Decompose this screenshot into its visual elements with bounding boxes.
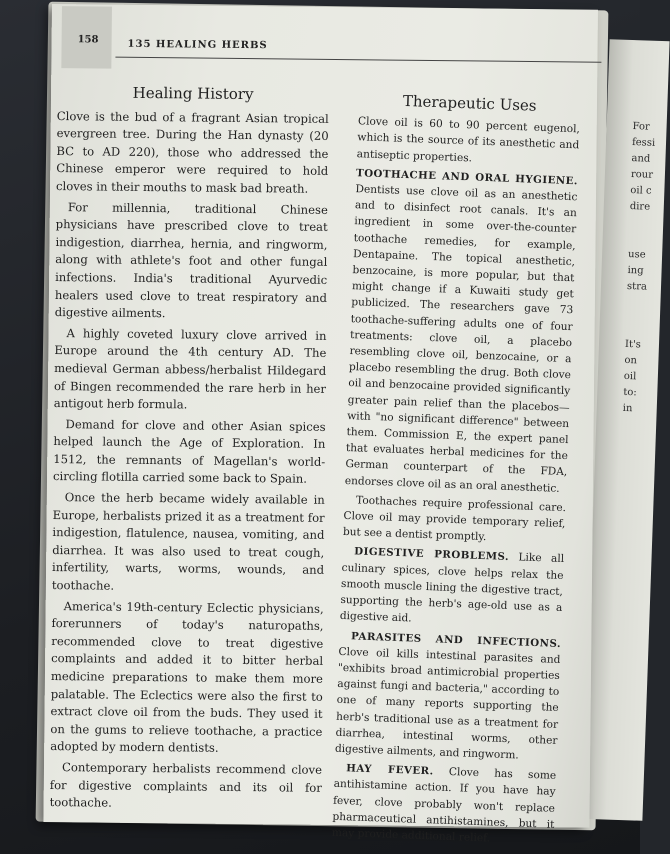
section-title-therapeutic-uses: Therapeutic Uses <box>402 91 537 115</box>
subsection-text: Clove oil kills intestinal parasites and "exhibits broad antimicrobial properties against fungi and bacteria," according to one of many reports supporting the herb's traditional use as a treatment for diarrhea, intestinal worms, other digestive ailments, and ringworm. <box>334 645 561 762</box>
facing-page-fragment: stra <box>626 280 648 293</box>
subsection-text: Toothaches require professional care. Clove oil may provide temporary relief, but see a dentist promptly. <box>342 494 567 544</box>
subsection-parasites <box>335 627 562 765</box>
paragraph: Contemporary herbalists recommend clove for digestive complaints and its oil for toothache. <box>49 760 323 810</box>
book-page <box>43 4 598 845</box>
subsection-hay-fever <box>332 760 557 849</box>
subsection-heading: HAY FEVER. <box>346 762 434 778</box>
facing-page-fragment: in <box>622 402 633 415</box>
facing-page-fragment: to: <box>623 386 637 399</box>
section-title-healing-history: Healing History <box>132 83 254 104</box>
facing-page-fragment: on <box>624 354 638 367</box>
page-number: 158 <box>77 34 99 46</box>
facing-page-fragment: oil c <box>630 185 652 197</box>
header-rule <box>115 57 601 63</box>
subsection-text: Like all culinary spices, clove helps relax the smooth muscle lining the digestive tract, supporting the herb's age-old use as a digestive aid. <box>339 551 565 625</box>
running-title: 135 HEALING HERBS <box>127 38 268 52</box>
therapeutic-uses-column <box>332 91 581 852</box>
paragraph: Clove oil is 60 to 90 percent eugenol, which is the source of its anesthetic and antiseptic properties. <box>356 115 581 165</box>
facing-page-fragment: For <box>632 121 650 133</box>
paragraph: Once the herb became widely available in Europe, herbalists prized it as a treatment for indigestion, flatulence, nausea, vomiting, and diarrhea. It was also used to treat cough, infertility, warts, worms, wounds, and toothache. <box>51 490 325 593</box>
paragraph: Demand for clove and other Asian spices helped launch the Age of Exploration. In 1512, the remnants of Magellan's world-circling flotilla carried some back to Spain. <box>52 416 326 487</box>
facing-page-fragment: oil <box>623 370 637 383</box>
subsection-digestive <box>340 543 565 632</box>
facing-page-fragment: rour <box>630 169 654 181</box>
facing-page-fragment: ing <box>627 264 644 277</box>
facing-page-fragment: use <box>627 248 646 261</box>
facing-page-fragment: dire <box>629 200 651 213</box>
subsection-toothache <box>345 165 579 497</box>
subsection-text: Clove has some antihistamine action. If you have hay fever, clove probably won't replace pharmaceutical antihistamines, but it may provide additional relief. <box>331 766 557 845</box>
paragraph: America's 19th-century Eclectic physicians, forerunners of today's naturopaths, recommended clove to treat digestive complaints and added it to bitter herbal medicine preparations to make them more palatable. The Eclectics were also the first to extract clove oil from the buds. They used it on the gums to relieve toothache, a practice adopted by modern dentists. <box>50 598 324 756</box>
paragraph: Clove is the bud of a fragrant Asian tropical evergreen tree. During the Han dynasty (20 BC to AD 220), those who addressed the Chinese emperor were required to hold cloves in their mouths to mask bad breath. <box>56 108 329 196</box>
subsection-text: Dentists use clove oil as an anesthetic and to disinfect root canals. It's an ingredient in some over-the-counter toothache remedies, for example, Dentapaine. The topical anesthetic, benzocaine, is more popular, but that might change if a Kuwaiti study get publicized. The researchers gave 73 toothache-suffering adults one of four treatments: clove oil, a placebo resembling clove oil, benzocaine, or a placebo resembling the drug. Both clove oil and benzocaine provided significantly greater pain relief than the placebos—with "no significant difference" between them. Commission E, the expert panel that evaluates herbal medicines for the German counterpart of the FDA, endorses clove oil as an oral anesthetic. <box>344 183 578 495</box>
subsection-heading: TOOTHACHE AND ORAL HYGIENE. <box>355 166 579 188</box>
paragraph <box>343 492 567 549</box>
healing-history-column <box>50 84 330 818</box>
facing-page-fragment: fessi <box>631 137 656 149</box>
facing-page-fragment: and <box>631 153 651 165</box>
paragraph: A highly coveted luxury clove arrived in Europe around the 4th century AD. The medieval German abbess/herbalist Hildegard of Bingen recommended the rare herb in her antigout herb formula. <box>53 325 327 412</box>
paragraph: For millennia, traditional Chinese physicians have prescribed clove to treat indigestion, diarrhea, hernia, and ringworm, along with athlete's foot and other fungal infections. India's traditional Ayurvedic healers used clove to treat respiratory and digestive ailments. <box>54 199 328 321</box>
subsection-heading: PARASITES AND INFECTIONS. <box>350 629 562 650</box>
facing-page-fragment: It's <box>624 338 642 351</box>
subsection-heading: DIGESTIVE PROBLEMS. <box>354 545 510 564</box>
page-header <box>61 26 601 64</box>
